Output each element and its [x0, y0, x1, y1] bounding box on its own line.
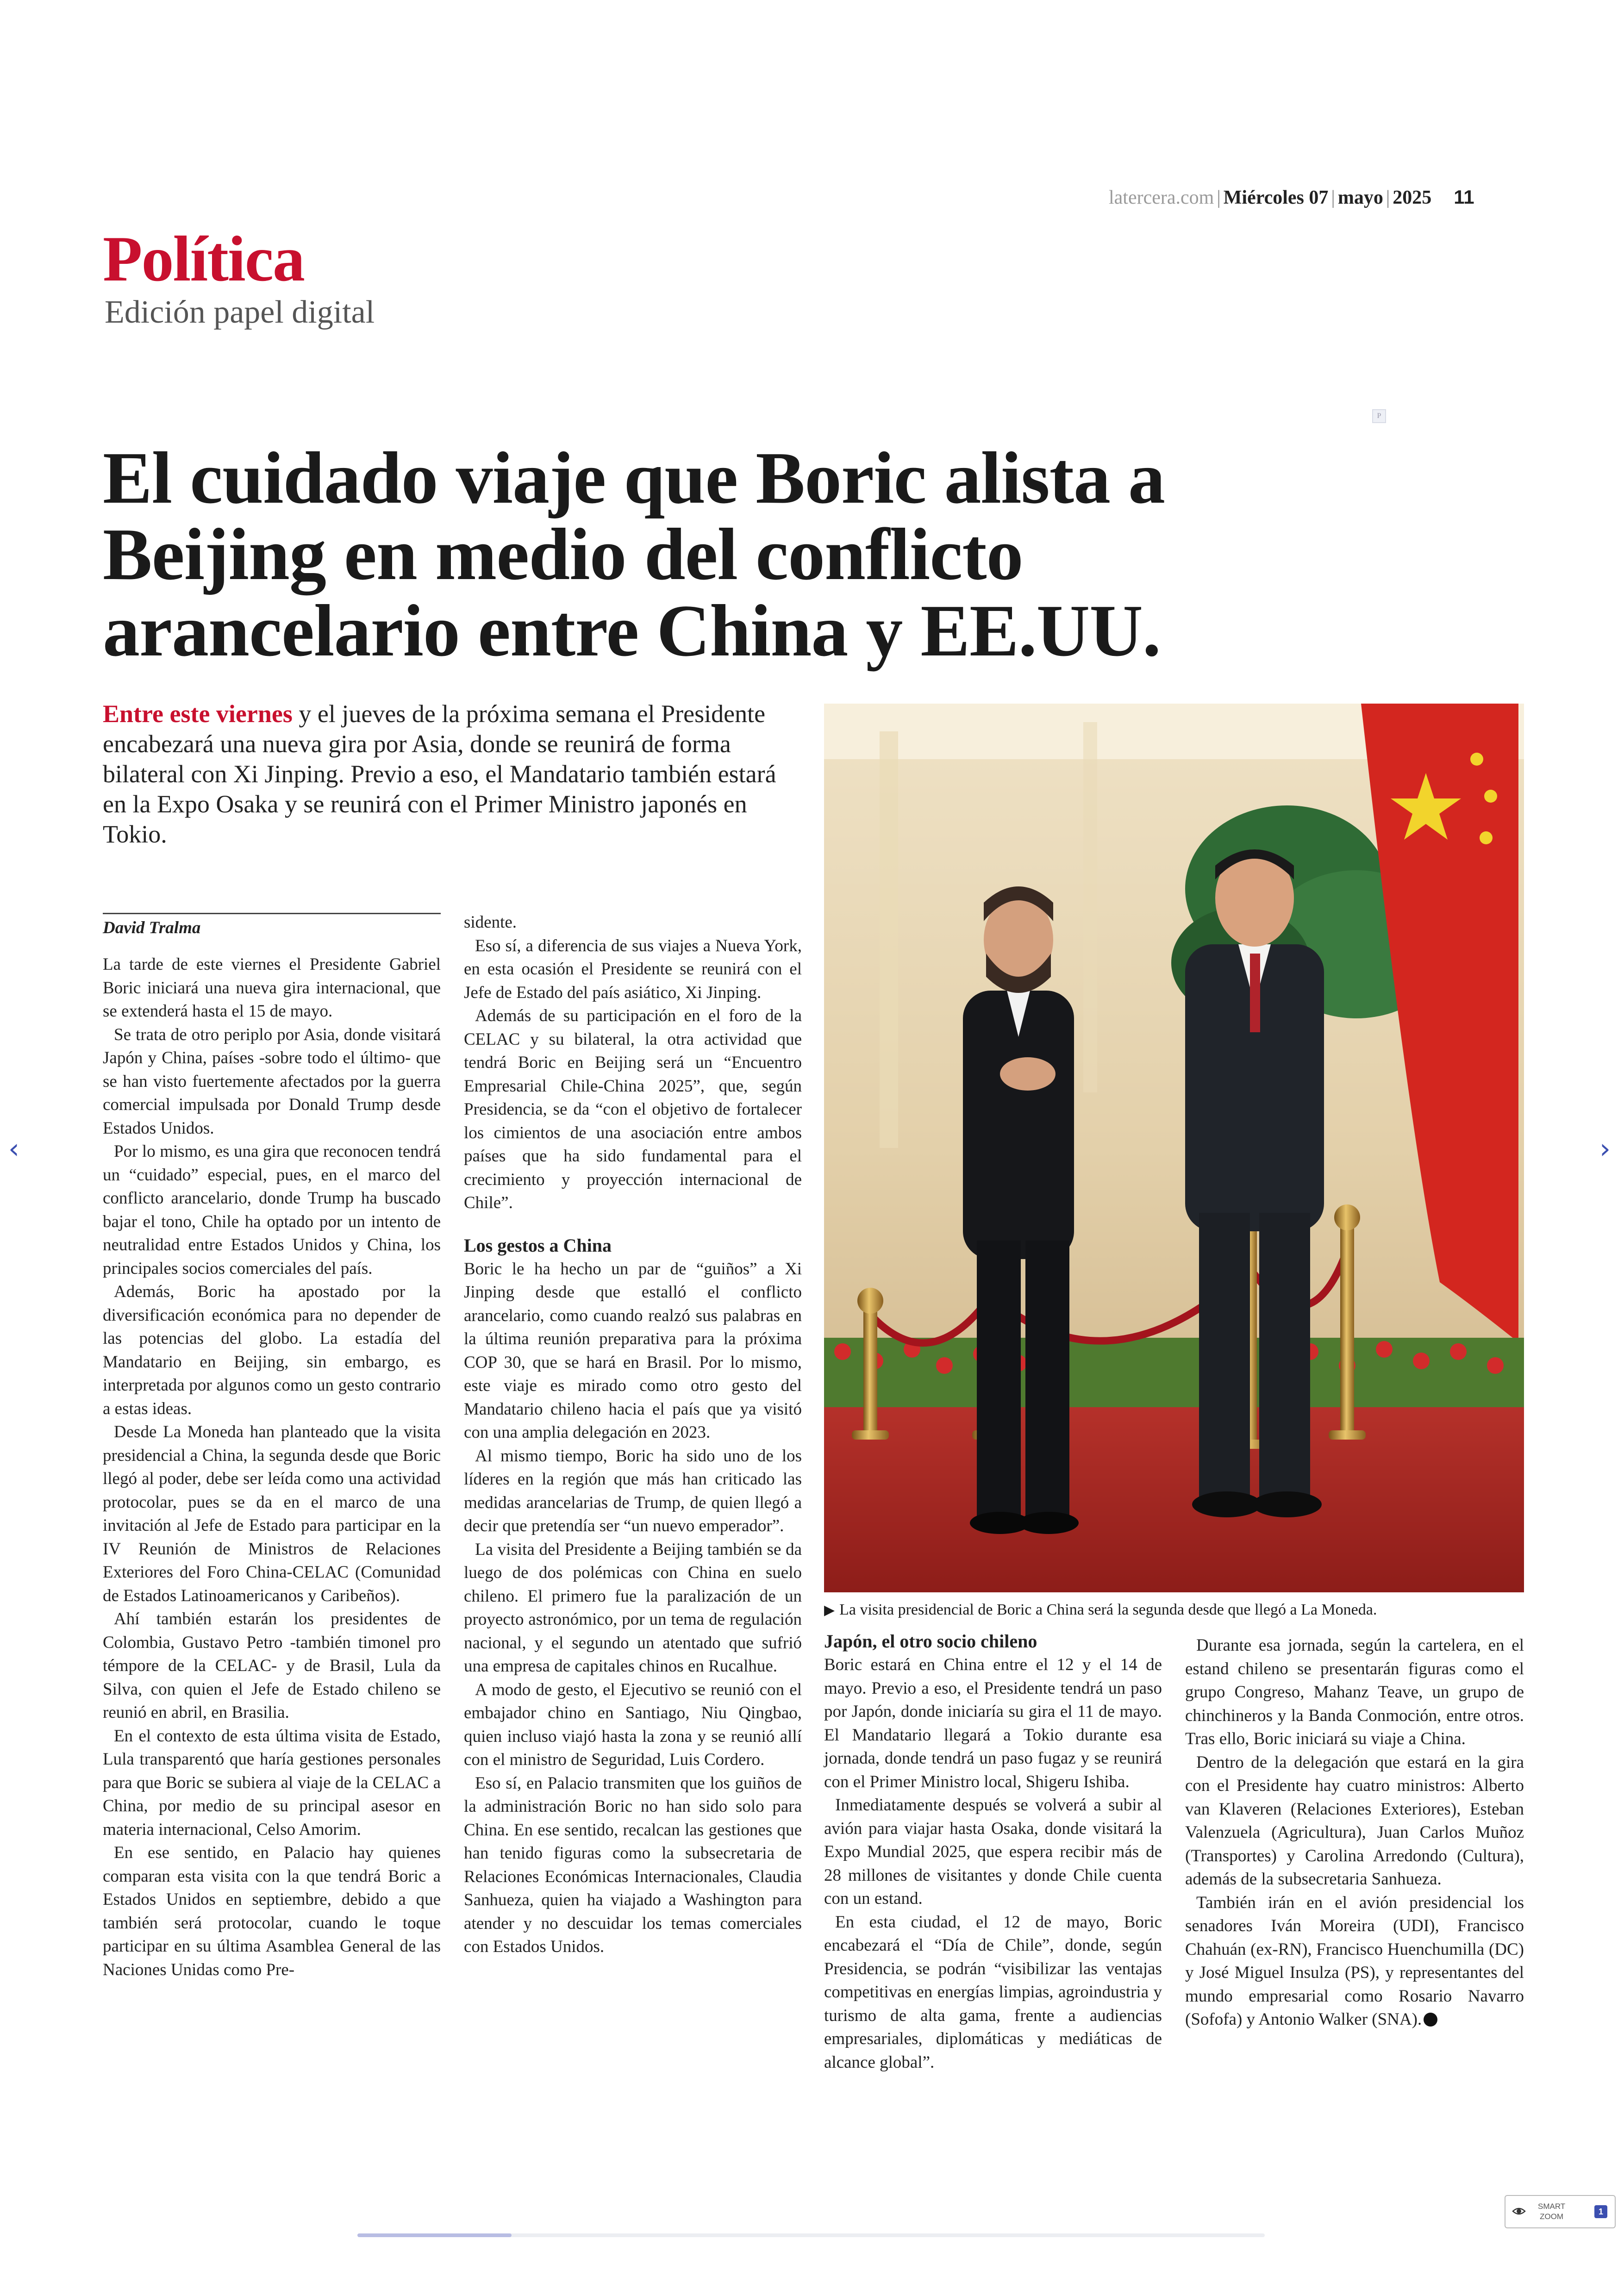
- paragraph: En esta ciudad, el 12 de mayo, Boric encabezará el “Día de Chile”, donde, según Presidencia, se podrán “visibilizar las ventajas competitivas en energías limpias, agroindustria y turismo de alta gama, frente a audiencias empresariales, diplomáticas y mediáticas de alcance global”.: [824, 1912, 1162, 2072]
- article-photo: [824, 704, 1524, 1592]
- page-marker[interactable]: P: [1372, 409, 1386, 423]
- issue-date: Miércoles 07: [1223, 187, 1329, 208]
- photo-illustration: [824, 704, 1524, 1592]
- section-title: Política: [103, 223, 304, 295]
- caption-triangle-icon: ▶: [824, 1603, 835, 1618]
- paragraph: Eso sí, en Palacio transmiten que los guiños de la administración Boric no han sido solo para China. En ese sentido, recalcan las gestiones que han tenido figuras como la subsecretaria de Relaciones Económicas Internacionales, Claudia Sanhueza, quien ha viajado a Washington para atender y no descuidar los temas comerciales con Estados Unidos.: [464, 1773, 802, 1956]
- paragraph: Al mismo tiempo, Boric ha sido uno de los líderes en la región que más han criticado las medidas arancelarias de Trump, de quien llegó a decir que pretendía ser “un nuevo emperador”.: [464, 1446, 802, 1535]
- article-column-1: [103, 913, 441, 1982]
- paragraph: La tarde de este viernes el Presidente Gabriel Boric iniciará una nueva gira internacional, que se extenderá hasta el 15 de mayo.: [103, 955, 441, 1021]
- subhead-japon: Japón, el otro socio chileno: [824, 1631, 1037, 1652]
- paragraph: Por lo mismo, es una gira que reconocen tendrá un “cuidado” especial, pues, en el marco del conflicto arancelario, donde Trump ha buscado bajar el tono, Chile ha optado por un intento de neutralidad entre Estados Unidos y China, los principales socios comerciales del país.: [103, 1142, 441, 1278]
- paragraph: Durante esa jornada, según la cartelera, en el estand chileno se presentarán figuras como el grupo Congreso, Mahanz Teave, un grupo de chinchineros y la Banda Conmoción, entre otros. Tras ello, Boric iniciará su viaje a China.: [1185, 1636, 1524, 1748]
- paragraph: Boric le ha hecho un par de “guiños” a Xi Jinping desde que estalló el conflicto arancelario, como cuando realzó sus palabras en la última reunión preparativa para la próxima COP 30, que se hará en Brasil. Por lo mismo, este viaje es mirado como otro gesto del Mandatario chileno hacia el país que ya visitó con una amplia delegación en 2023.: [464, 1259, 802, 1442]
- article-headline: El cuidado viaje que Boric alista a Beijing en medio del conflicto arancelario entre China y EE.UU.: [103, 437, 1165, 672]
- issue-year: 2025: [1393, 187, 1432, 208]
- article-column-4: [1185, 1634, 1524, 2032]
- page-number: 11: [1454, 186, 1474, 208]
- paragraph-text: También irán en el avión presidencial los senadores Iván Moreira (UDI), Francisco Chahuán (ex-RN), Francisco Huenchumilla (DC) y José Miguel Insulza (PS), y representantes del mundo empresarial como Rosario Navarro (Sofofa) y Antonio Walker (SNA).: [1185, 1893, 1524, 2029]
- paragraph: La visita del Presidente a Beijing también se da luego de dos polémicas con China en suelo chileno. El primero fue la paralización de un proyecto astronómico, por un tema de regulación nacional, y el segundo un atentado que sufrió una empresa de capitales chinos en Rucalhue.: [464, 1540, 802, 1676]
- smart-zoom-badge: 1: [1594, 2205, 1607, 2218]
- next-page-button[interactable]: [1599, 1135, 1611, 1163]
- article-lede: [103, 699, 797, 849]
- smart-zoom-label: [1538, 2201, 1565, 2222]
- paragraph: sidente.: [464, 913, 517, 932]
- article-column-2: [464, 911, 802, 1959]
- subhead-gestos: Los gestos a China: [464, 1235, 612, 1256]
- article-column-3: [824, 1629, 1162, 2074]
- page-header-meta: latercera.com | Miércoles 07 | mayo | 2025 11: [1109, 186, 1474, 208]
- photo-caption: [824, 1600, 1537, 1621]
- section-subtitle: Edición papel digital: [105, 294, 375, 330]
- paragraph: A modo de gesto, el Ejecutivo se reunió con el embajador chino en Santiago, Niu Qingbao, quien incluso viajó hasta la zona y se reunió allí con el ministro de Seguridad, Luis Cordero.: [464, 1680, 802, 1769]
- site-name: latercera.com: [1109, 187, 1214, 208]
- page-scrollbar[interactable]: [357, 2233, 1265, 2237]
- caption-text: La visita presidencial de Boric a China será la segunda desde que llegó a La Moneda.: [839, 1601, 1377, 1618]
- paragraph: Además, Boric ha apostado por la diversificación económica para no depender de las potencias del globo. La estadía del Mandatario en Beijing, sin embargo, es interpretada por algunos como un gesto contrario a estas ideas.: [103, 1282, 441, 1418]
- chevron-right-icon: ›: [1599, 1133, 1611, 1165]
- smart-zoom-label-line1: SMART: [1538, 2202, 1566, 2211]
- paragraph: Desde La Moneda han planteado que la visita presidencial a China, la segunda desde que Boric llegó al poder, debe ser leída como una actividad protocolar, pues se da en el marco de una invitación al Jefe de Estado para participar en la IV Reunión de Ministros de Relaciones Exteriores del Foro China-CELAC (Comunidad de Estados Latinoamericanos y Caribeños).: [103, 1422, 441, 1605]
- end-mark-icon: [1424, 2013, 1437, 2027]
- paragraph: [1185, 1891, 1524, 2032]
- paragraph: En el contexto de esta última visita de Estado, Lula transparentó que haría gestiones personales para que Boric se subiera al viaje de la CELAC a China, por medio de su principal asesor en materia internacional, Celso Amorim.: [103, 1726, 441, 1839]
- paragraph: En ese sentido, en Palacio hay quienes comparan esta visita con la que tendrá Boric a Estados Unidos en septiembre, debido a que también será protocolar, cuando le toque participar en su última Asamblea General de las Naciones Unidas como Pre-: [103, 1843, 441, 1979]
- smart-zoom-label-line2: ZOOM: [1540, 2212, 1564, 2221]
- paragraph: Boric estará en China entre el 12 y el 14 de mayo. Previo a eso, el Presidente tendrá un paso por Japón, donde iniciaría su gira el 11 de mayo. El Mandatario llegará a Tokio durante esa jornada, donde tendrá un paso fugaz y se reunirá con el Primer Ministro local, Shigeru Ishiba.: [824, 1655, 1162, 1791]
- scrollbar-thumb[interactable]: [357, 2233, 512, 2237]
- issue-month: mayo: [1337, 187, 1383, 208]
- lede-highlight: Entre este viernes: [103, 700, 293, 728]
- paragraph: Eso sí, a diferencia de sus viajes a Nueva York, en esta ocasión el Presidente se reunirá con el Jefe de Estado del país asiático, Xi Jinping.: [464, 936, 802, 1002]
- paragraph: Se trata de otro periplo por Asia, donde visitará Japón y China, países -sobre todo el último- que se han visto fuertemente afectados por la guerra comercial impulsada por Donald Trump desde Estados Unidos.: [103, 1025, 441, 1138]
- paragraph: Ahí también estarán los presidentes de Colombia, Gustavo Petro -también timonel pro témpore de la CELAC- y de Brasil, Lula da Silva, con quien el Jefe de Estado chileno se reunió en abril, en Brasilia.: [103, 1609, 441, 1722]
- smart-zoom-button[interactable]: [1505, 2195, 1616, 2228]
- paragraph: Inmediatamente después se volverá a subir al avión para viajar hasta Osaka, donde visitará la Expo Mundial 2025, que espera recibir más de 28 millones de visitantes y donde Chile cuenta con un estand.: [824, 1796, 1162, 1908]
- paragraph: Además de su participación en el foro de la CELAC y su bilateral, la otra actividad que tendrá Boric en Beijing será un “Encuentro Empresarial Chile-China 2025”, que, según Presidencia, se da “con el objetivo de fortalecer los cimientos de una asociación entre ambos países que ha sido fundamental para el crecimiento y proyección internacional de Chile”.: [464, 1006, 802, 1212]
- article-byline: David Tralma: [103, 913, 441, 939]
- lede-text: y el jueves de la próxima semana el Presidente encabezará una nueva gira por Asia, donde se reunirá de forma bilateral con Xi Jinping. Previo a eso, el Mandatario también estará en la Expo Osaka y se reunirá con el Primer Ministro japonés en Tokio.: [103, 700, 776, 848]
- chevron-left-icon: ‹: [8, 1133, 19, 1165]
- prev-page-button[interactable]: [8, 1135, 19, 1163]
- eye-icon: [1512, 2204, 1526, 2218]
- paragraph: Dentro de la delegación que estará en la gira con el Presidente hay cuatro ministros: Alberto van Klaveren (Relaciones Exteriores), Esteban Valenzuela (Agricultura), Juan Carlos Muñoz (Transportes) y Carolina Arredondo (Cultura), además de la subsecretaria Sanhueza.: [1185, 1752, 1524, 1889]
